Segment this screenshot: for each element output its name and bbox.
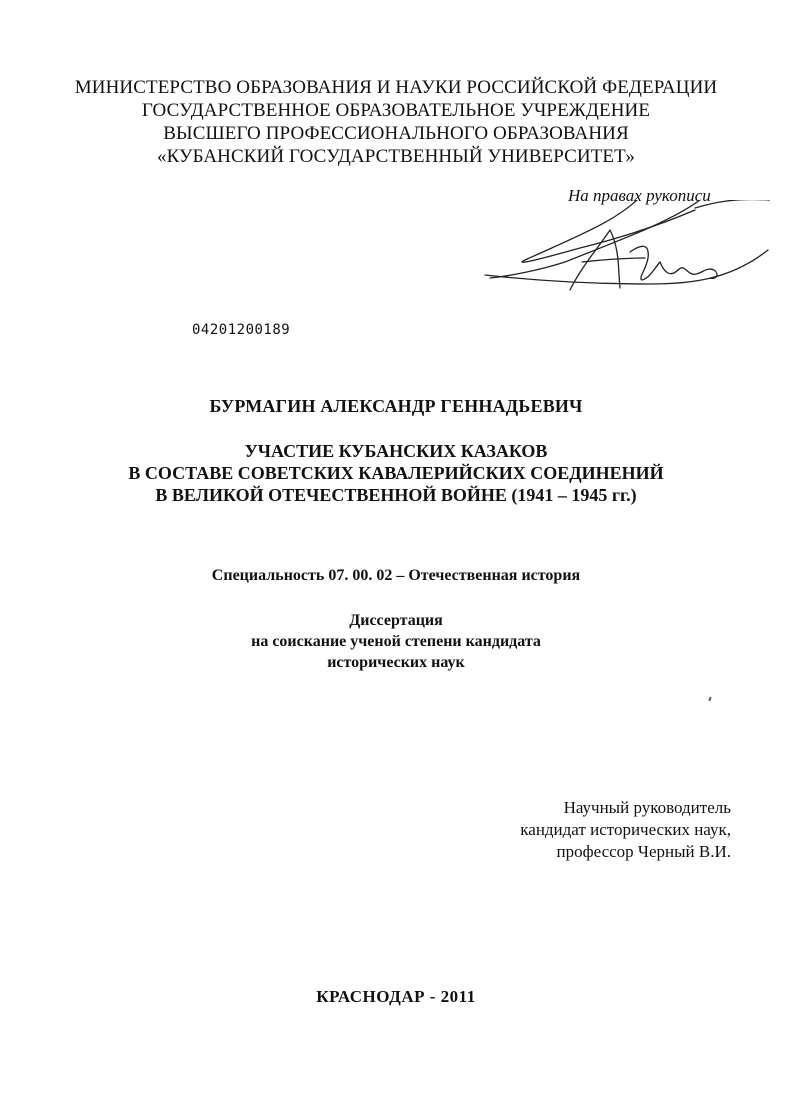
degree-line: Диссертация (349, 612, 443, 629)
author-name: БУРМАГИН АЛЕКСАНДР ГЕННАДЬЕВИЧ (209, 396, 583, 416)
degree-line: на соискание ученой степени кандидата (251, 633, 541, 650)
specialty: Специальность 07. 00. 02 – Отечественная история (211, 567, 581, 584)
scan-speck (708, 697, 711, 701)
institution-line: «КУБАНСКИЙ ГОСУДАРСТВЕННЫЙ УНИВЕРСИТЕТ» (157, 146, 635, 167)
degree-statement (0, 610, 792, 673)
title-line: В ВЕЛИКОЙ ОТЕЧЕСТВЕННОЙ ВОЙНЕ (1941 – 1945 гг.) (155, 485, 637, 505)
place-and-year: КРАСНОДАР - 2011 (316, 987, 476, 1006)
archive-number: 04201200189 (192, 322, 291, 338)
institution-line: ГОСУДАРСТВЕННОЕ ОБРАЗОВАТЕЛЬНОЕ УЧРЕЖДЕНИЕ (141, 100, 651, 121)
supervisor-line: кандидат исторических наук, (520, 820, 731, 839)
institution-line: МИНИСТЕРСТВО ОБРАЗОВАНИЯ И НАУКИ РОССИЙСКОЙ ФЕДЕРАЦИИ (74, 77, 718, 98)
supervisor-line: Научный руководитель (563, 798, 731, 817)
manuscript-rights-note: На правах рукописи (568, 186, 711, 205)
degree-line: исторических наук (327, 654, 465, 671)
institution-line: ВЫСШЕГО ПРОФЕССИОНАЛЬНОГО ОБРАЗОВАНИЯ (163, 123, 629, 144)
title-line: УЧАСТИЕ КУБАНСКИХ КАЗАКОВ (244, 441, 548, 461)
dissertation-title (0, 440, 792, 506)
handwritten-signature (470, 200, 770, 300)
title-line: В СОСТАВЕ СОВЕТСКИХ КАВАЛЕРИЙСКИХ СОЕДИНЕНИЙ (128, 463, 664, 483)
supervisor-block (520, 797, 731, 863)
supervisor-line: профессор Черный В.И. (556, 842, 731, 861)
institution-header (0, 76, 792, 168)
